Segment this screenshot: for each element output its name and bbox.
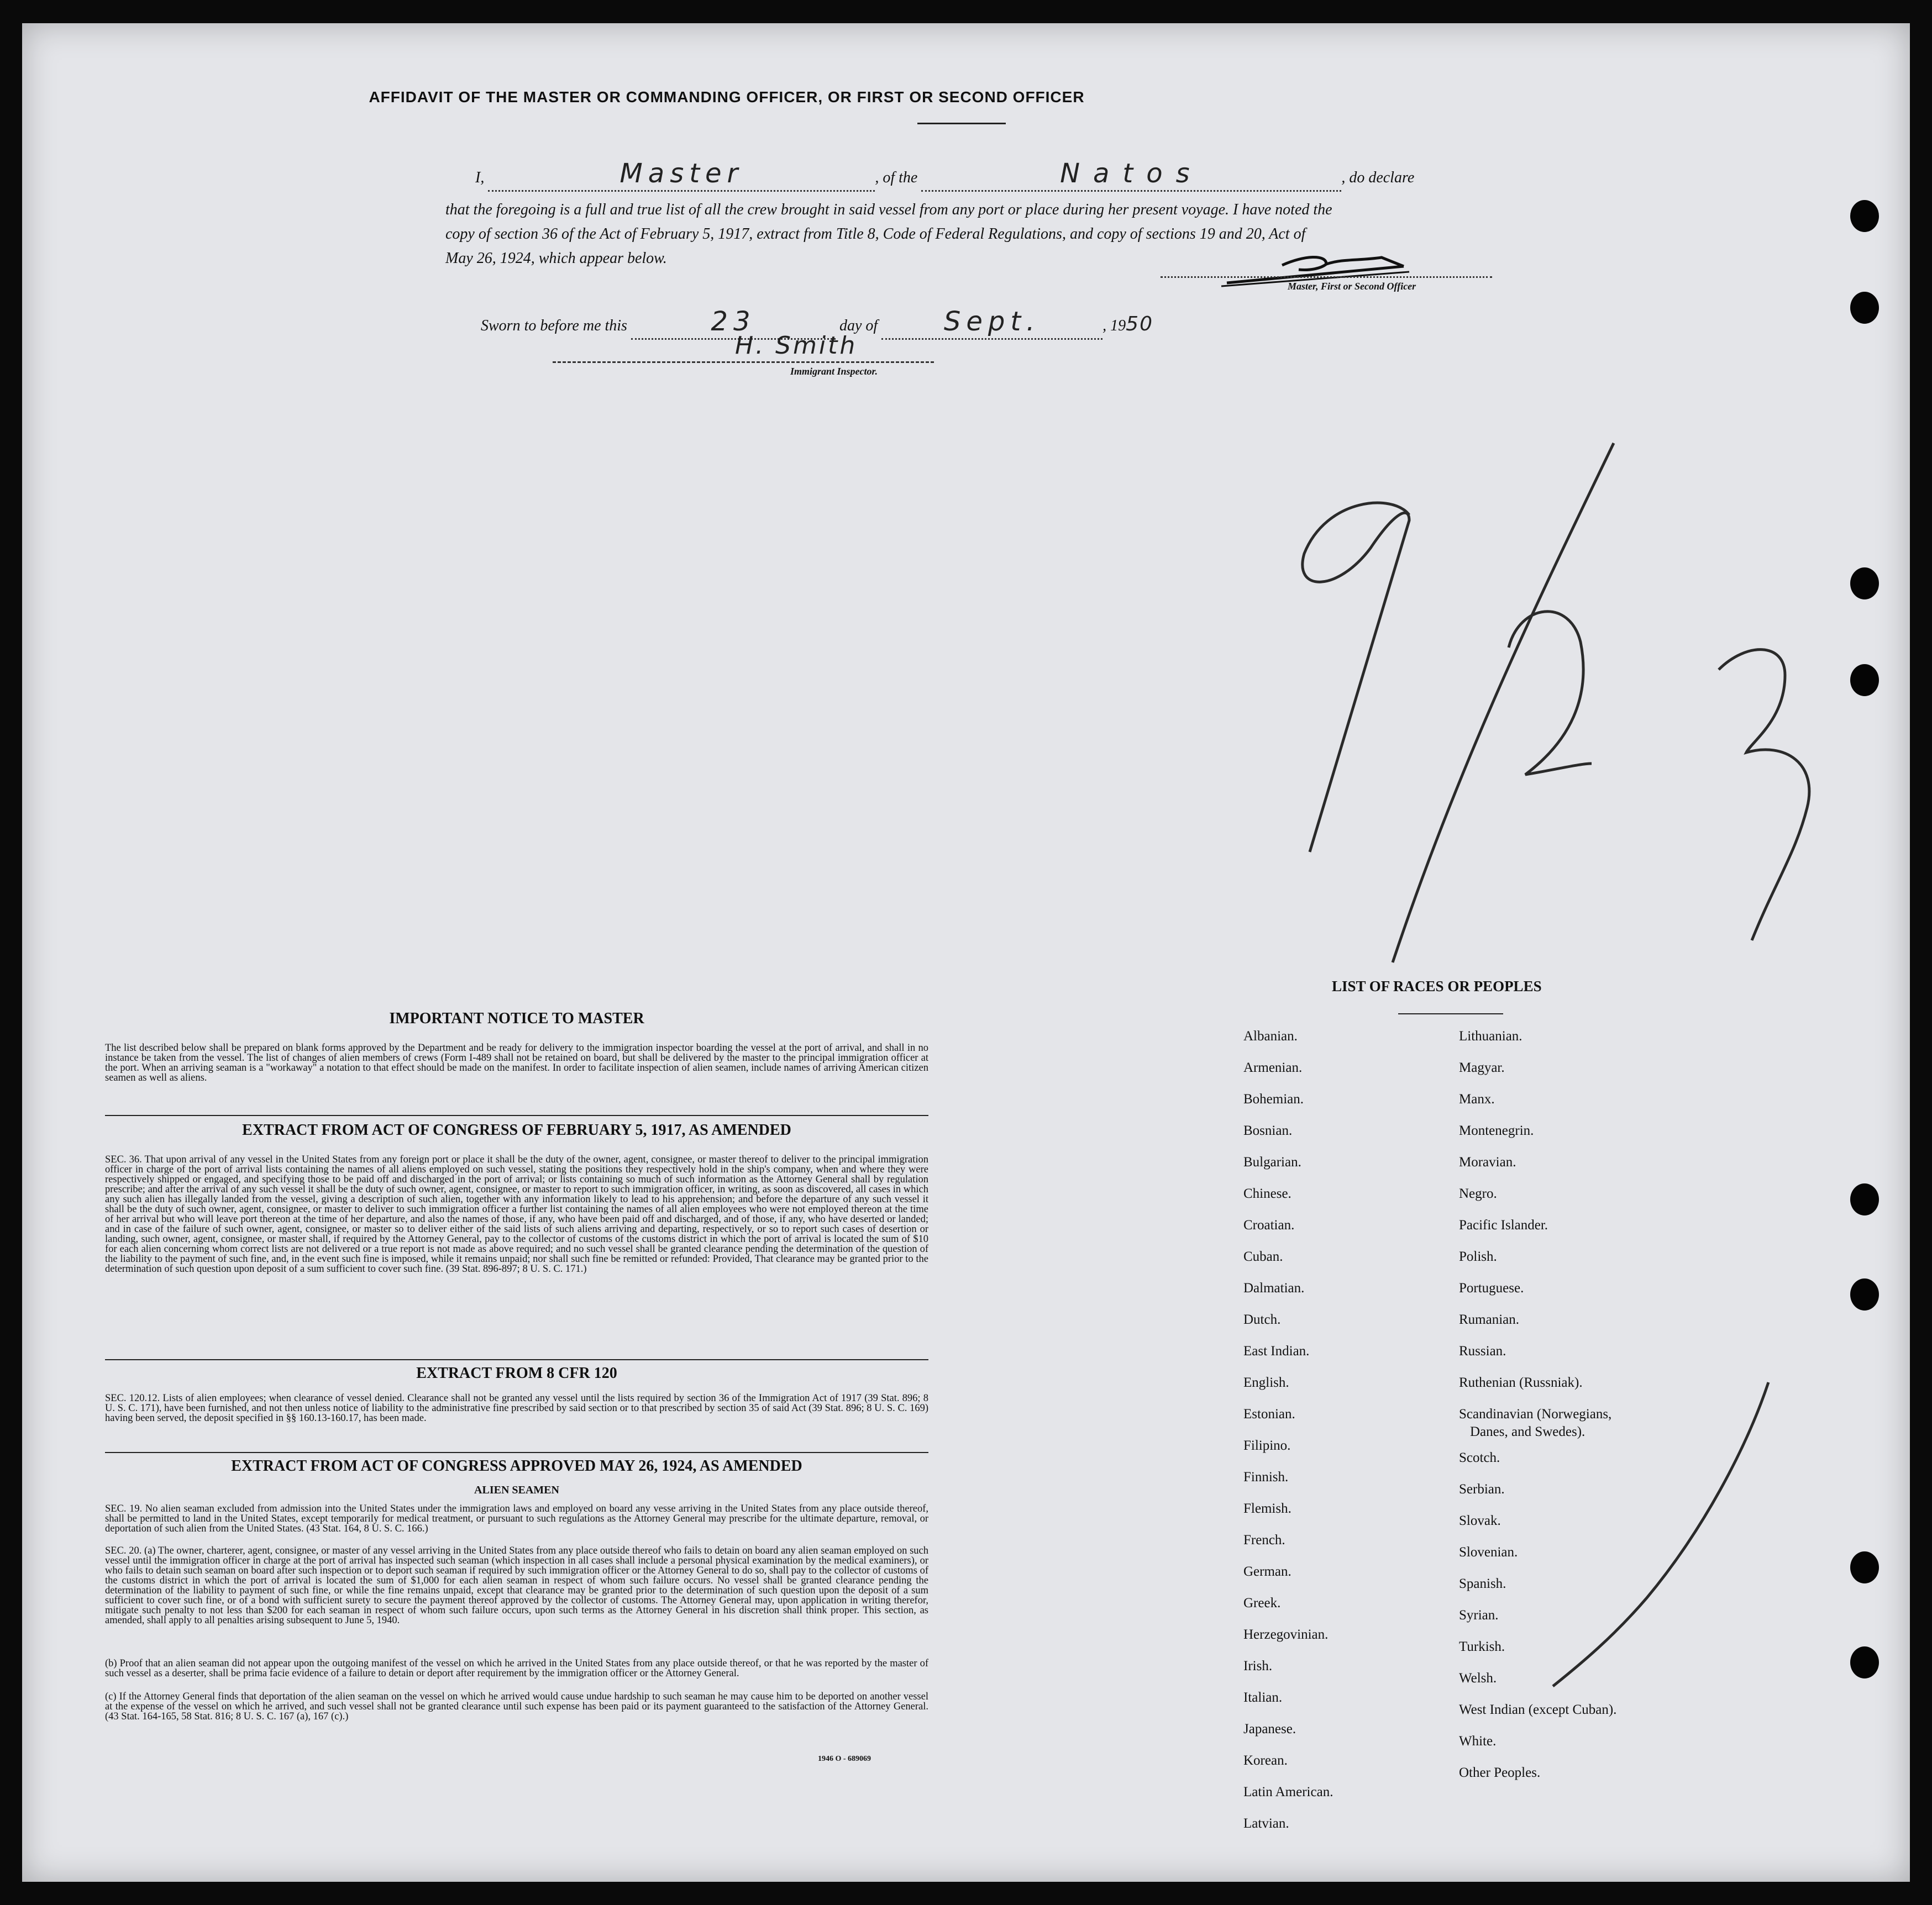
race-item-right: Negro. <box>1459 1186 1497 1201</box>
year-prefix: , 19 <box>1102 317 1126 334</box>
race-item-left: Korean. <box>1243 1753 1288 1768</box>
race-item-right: Portuguese. <box>1459 1281 1524 1296</box>
vessel-field <box>921 158 1341 192</box>
punch-hole <box>1850 1551 1879 1583</box>
declaration-line <box>475 158 1525 192</box>
punch-hole <box>1850 1183 1879 1215</box>
race-item-left: Armenian. <box>1243 1060 1303 1075</box>
race-item-right: Manx. <box>1459 1092 1495 1107</box>
race-item-left: French. <box>1243 1533 1285 1548</box>
notice-rule <box>105 1115 928 1116</box>
master-sig-line <box>1161 276 1492 278</box>
notice-text: The list described below shall be prepared on blank forms approved by the Department and be ready for delivery to the immigration inspector boarding the vessel at the port of arrival, and shall in no instance be taken from the vessel. The list of changes of alien members of crews (Form I-489 shall not be retained on board, but shall be delivered by the master to the principal immigration officer at the port. When an arriving seaman is a "workaway" a notation to that effect should be made on the manifest. In order to facilitate inspection of alien seamen, include names of arriving American citizen seamen as well as aliens. <box>105 1043 928 1083</box>
race-item-left: Italian. <box>1243 1690 1283 1705</box>
race-item-right: Slovak. <box>1459 1513 1501 1528</box>
vessel-value: Natos <box>1060 158 1203 189</box>
name-field <box>488 158 875 192</box>
inspector-caption: Immigrant Inspector. <box>790 366 878 377</box>
month-value: Sept. <box>943 306 1041 337</box>
race-item-left: East Indian. <box>1243 1344 1310 1359</box>
do-declare-label: , do declare <box>1341 169 1415 186</box>
sworn-label: Sworn to before me this <box>481 317 627 334</box>
race-item-right: Spanish. <box>1459 1576 1506 1591</box>
race-item-right: Serbian. <box>1459 1482 1505 1497</box>
race-item-right: Lithuanian. <box>1459 1029 1523 1044</box>
race-item-left: Croatian. <box>1243 1218 1295 1233</box>
month-field <box>881 306 1102 340</box>
year-value: 50 <box>1126 313 1153 335</box>
race-item-right: Pacific Islander. <box>1459 1218 1548 1233</box>
extract-1924-sec20a: SEC. 20. (a) The owner, charterer, agent, consignee, or master of any vessel arriving in the United States from any place outside thereof who fails to detain on board any alien seaman employed on such vessel until the immigration officer in charge at the port of arrival has inspected such seaman (which inspection in all cases shall include a personal physical examination by the medical examiners), or who fails to detain such seaman on board after such inspection or to deport such seaman if required by such immigration officer or the Attorney General to do so, shall pay to the collector of customs of the customs district in which the port of arrival is located the sum of $1,000 for each alien seaman in respect of whom such failure occurs. No vessel shall be granted clearance pending the determination of the liability to payment of such fine, or while the fine remains unpaid, except that clearance may be granted prior to the determination of such question upon the deposit of a sum sufficient to cover such fine, or of a bond with sufficient surety to secure the payment thereof approved by the collector of customs. The Attorney General may, upon application in writing therefor, mitigate such penalty to not less than $200 for each seaman in respect of whom such failure occurs, upon such terms as the Attorney General in his discretion shall think proper. This section, as amended, shall apply to all penalties arising subsequent to June 5, 1940. <box>105 1545 928 1626</box>
punch-hole <box>1850 1278 1879 1311</box>
race-item-left: Filipino. <box>1243 1438 1291 1453</box>
extract-1924-subtitle: ALIEN SEAMEN <box>474 1484 559 1496</box>
race-item-left: German. <box>1243 1564 1292 1579</box>
race-item-right: Slovenian. <box>1459 1545 1518 1560</box>
race-item-left: Cuban. <box>1243 1249 1283 1264</box>
extract-cfr-title: EXTRACT FROM 8 CFR 120 <box>416 1365 617 1382</box>
race-item-left: Japanese. <box>1243 1722 1296 1736</box>
race-item-left: Irish. <box>1243 1659 1273 1674</box>
extract-cfr-rule <box>105 1452 928 1453</box>
race-item-right: Magyar. <box>1459 1060 1505 1075</box>
race-item-left: Dalmatian. <box>1243 1281 1305 1296</box>
race-item-left: Chinese. <box>1243 1186 1292 1201</box>
race-item-left: Herzegovinian. <box>1243 1627 1329 1642</box>
punch-hole <box>1850 664 1879 696</box>
race-item-left: English. <box>1243 1375 1289 1390</box>
race-item-right: Turkish. <box>1459 1639 1505 1654</box>
race-item-right: Scandinavian (Norwegians, <box>1459 1407 1612 1422</box>
body-line-3: May 26, 1924, which appear below. <box>445 250 667 267</box>
document-page <box>22 23 1910 1882</box>
races-title: LIST OF RACES OR PEOPLES <box>1332 978 1542 994</box>
race-item-right: White. <box>1459 1734 1497 1749</box>
extract-1924-title: EXTRACT FROM ACT OF CONGRESS APPROVED MAY 26, 1924, AS AMENDED <box>231 1457 802 1475</box>
affidavit-title: AFFIDAVIT OF THE MASTER OR COMMANDING OFFICER, OR FIRST OR SECOND OFFICER <box>369 88 1085 106</box>
body-line-2: copy of section 36 of the Act of February 5, 1917, extract from Title 8, Code of Federal Regulations, and copy of sections 19 and 20, Act of <box>445 225 1306 243</box>
handwritten-date-mark <box>1227 410 1851 990</box>
notice-title: IMPORTANT NOTICE TO MASTER <box>389 1010 644 1027</box>
extract-1924-sec20b: (b) Proof that an alien seaman did not appear upon the outgoing manifest of the vessel on which he arrived in the United States from any place outside thereof, or that he was reported by the master of such vessel as a deserter, shall be prima facie evidence of a failure to detain or deport after requirement by the immigration officer or the Attorney General. <box>105 1658 928 1679</box>
extract-1917-rule <box>105 1359 928 1360</box>
race-item-right: West Indian (except Cuban). <box>1459 1702 1617 1717</box>
print-code: 1946 O - 689069 <box>818 1755 872 1763</box>
extract-cfr-text: SEC. 120.12. Lists of alien employees; when clearance of vessel denied. Clearance shall not be granted any vessel until the lists required by section 36 of the Immigration Act of 1917 (39 Stat. 896; 8 U. S. C. 171), have been furnished, and not then unless notice of liability to the administrative fine prescribed by said section or to that prescribed by section 35 of said Act (39 Stat. 896; 8 U. S. C. 169) having been served, the deposit specified in §§ 160.13-160.17, has been made. <box>105 1393 928 1424</box>
race-item-left: Albanian. <box>1243 1029 1298 1044</box>
race-item-right: Rumanian. <box>1459 1312 1520 1327</box>
race-item-left: Greek. <box>1243 1596 1281 1611</box>
race-item-right: Moravian. <box>1459 1155 1516 1170</box>
race-item-right: Scotch. <box>1459 1450 1500 1465</box>
master-sig-caption: Master, First or Second Officer <box>1288 281 1416 292</box>
race-item-left: Flemish. <box>1243 1501 1292 1516</box>
name-value: Master <box>620 158 744 189</box>
day-of-label: day of <box>839 317 878 334</box>
of-the-label: , of the <box>875 169 918 186</box>
race-item-left: Latin American. <box>1243 1785 1334 1799</box>
punch-hole <box>1850 200 1879 232</box>
race-item-right: Russian. <box>1459 1344 1506 1359</box>
race-item-right: Ruthenian (Russniak). <box>1459 1375 1583 1390</box>
race-item-right: Other Peoples. <box>1459 1765 1541 1780</box>
punch-hole <box>1850 567 1879 599</box>
extract-1924-sec20c: (c) If the Attorney General finds that deportation of the alien seaman on the vessel on which he arrived would cause undue hardship to such seaman he may cause him to be deported on another vessel at the expense of the vessel on which he arrived, and such vessel shall not be granted clearance until such expense has been paid or its payment guaranteed to the satisfaction of the Attorney General. (43 Stat. 164-165, 58 Stat. 816; 8 U. S. C. 167 (a), 167 (c).) <box>105 1691 928 1722</box>
race-item-left: Dutch. <box>1243 1312 1281 1327</box>
inspector-signature: H. Smith <box>735 331 858 360</box>
races-rule <box>1398 1013 1503 1014</box>
title-rule <box>917 123 1006 124</box>
race-item-right: Montenegrin. <box>1459 1123 1534 1138</box>
punch-hole <box>1850 1646 1879 1678</box>
race-item-left: Finnish. <box>1243 1470 1289 1485</box>
i-label: I, <box>475 169 485 186</box>
punch-hole <box>1850 292 1879 324</box>
extract-1917-text: SEC. 36. That upon arrival of any vessel in the United States from any foreign port or place it shall be the duty of the owner, agent, consignee, or master thereof to deliver to the principal immigration officer in charge of the port of arrival lists containing the names of all aliens employed on such vessel, stating the positions they respectively hold in the ship's company, when and where they were respectively shipped or engaged, and specifying those to be paid off and discharged in the port of arrival; or lists containing so much of such information as the Attorney General shall by regulation prescribe; and after the arrival of any such vessel it shall be the duty of such owner, agent, consignee, or master to report to such immigration officer, in writing, as soon as discovered, all cases in which any such alien has illegally landed from the vessel, giving a description of such alien, together with any information likely to lead to his apprehension; and before the departure of any such vessel it shall be the duty of such owner, agent, consignee, or master to deliver to such immigration officer a further list containing the names of all alien employees who were not employed thereon at the time of her arrival but who will leave port thereon at the time of her departure, and also the names of those, if any, who have been paid off and discharged, and of those, if any, who have deserted or landed; and in case of the failure of such owner, agent, consignee, or master so to deliver either of the said lists of such aliens arriving and departing, respectively, or so to report such cases of desertion or landing, such owner, agent, consignee, or master shall, if required by the Attorney General, pay to the collector of customs of the customs district in which the port of arrival is located the sum of $10 for each alien concerning whom correct lists are not delivered or a true report is not made as above required; and no such vessel shall be granted clearance pending the determination of the question of the liability to the payment of such fine, and, in the event such fine is imposed, while it remains unpaid; nor shall such fine be remitted or refunded: Provided, That clearance may be granted prior to the determination of such question upon deposit of a sum sufficient to cover such fine. (39 Stat. 896-897; 8 U. S. C. 171.) <box>105 1154 928 1275</box>
race-item-left: Bulgarian. <box>1243 1155 1301 1170</box>
sworn-line <box>481 306 1254 340</box>
race-item-right-continued: Danes, and Swedes). <box>1470 1424 1586 1439</box>
race-item-right: Syrian. <box>1459 1608 1499 1623</box>
day-value: 23 <box>711 306 756 337</box>
race-item-left: Latvian. <box>1243 1816 1289 1831</box>
race-item-left: Bohemian. <box>1243 1092 1304 1107</box>
race-item-right: Welsh. <box>1459 1671 1497 1686</box>
race-item-left: Estonian. <box>1243 1407 1295 1422</box>
extract-1917-title: EXTRACT FROM ACT OF CONGRESS OF FEBRUARY 5, 1917, AS AMENDED <box>242 1122 791 1139</box>
inspector-sig-line <box>553 361 934 363</box>
race-item-right: Polish. <box>1459 1249 1497 1264</box>
extract-1924-sec19: SEC. 19. No alien seaman excluded from admission into the United States under the immigration laws and employed on board any vesse arriving in the United States from any place outside thereof, shall be permitted to land in the United States, except temporarily for medical treatment, or pursuant to such regulations as the Attorney General may prescribe for the ultimate departure, removal, or deportation of such alien from the United States. (43 Stat. 164, 8 U. S. C. 166.) <box>105 1503 928 1534</box>
race-item-left: Bosnian. <box>1243 1123 1293 1138</box>
body-line-1: that the foregoing is a full and true list of all the crew brought in said vessel from any port or place during her present voyage. I have noted the <box>445 201 1332 218</box>
